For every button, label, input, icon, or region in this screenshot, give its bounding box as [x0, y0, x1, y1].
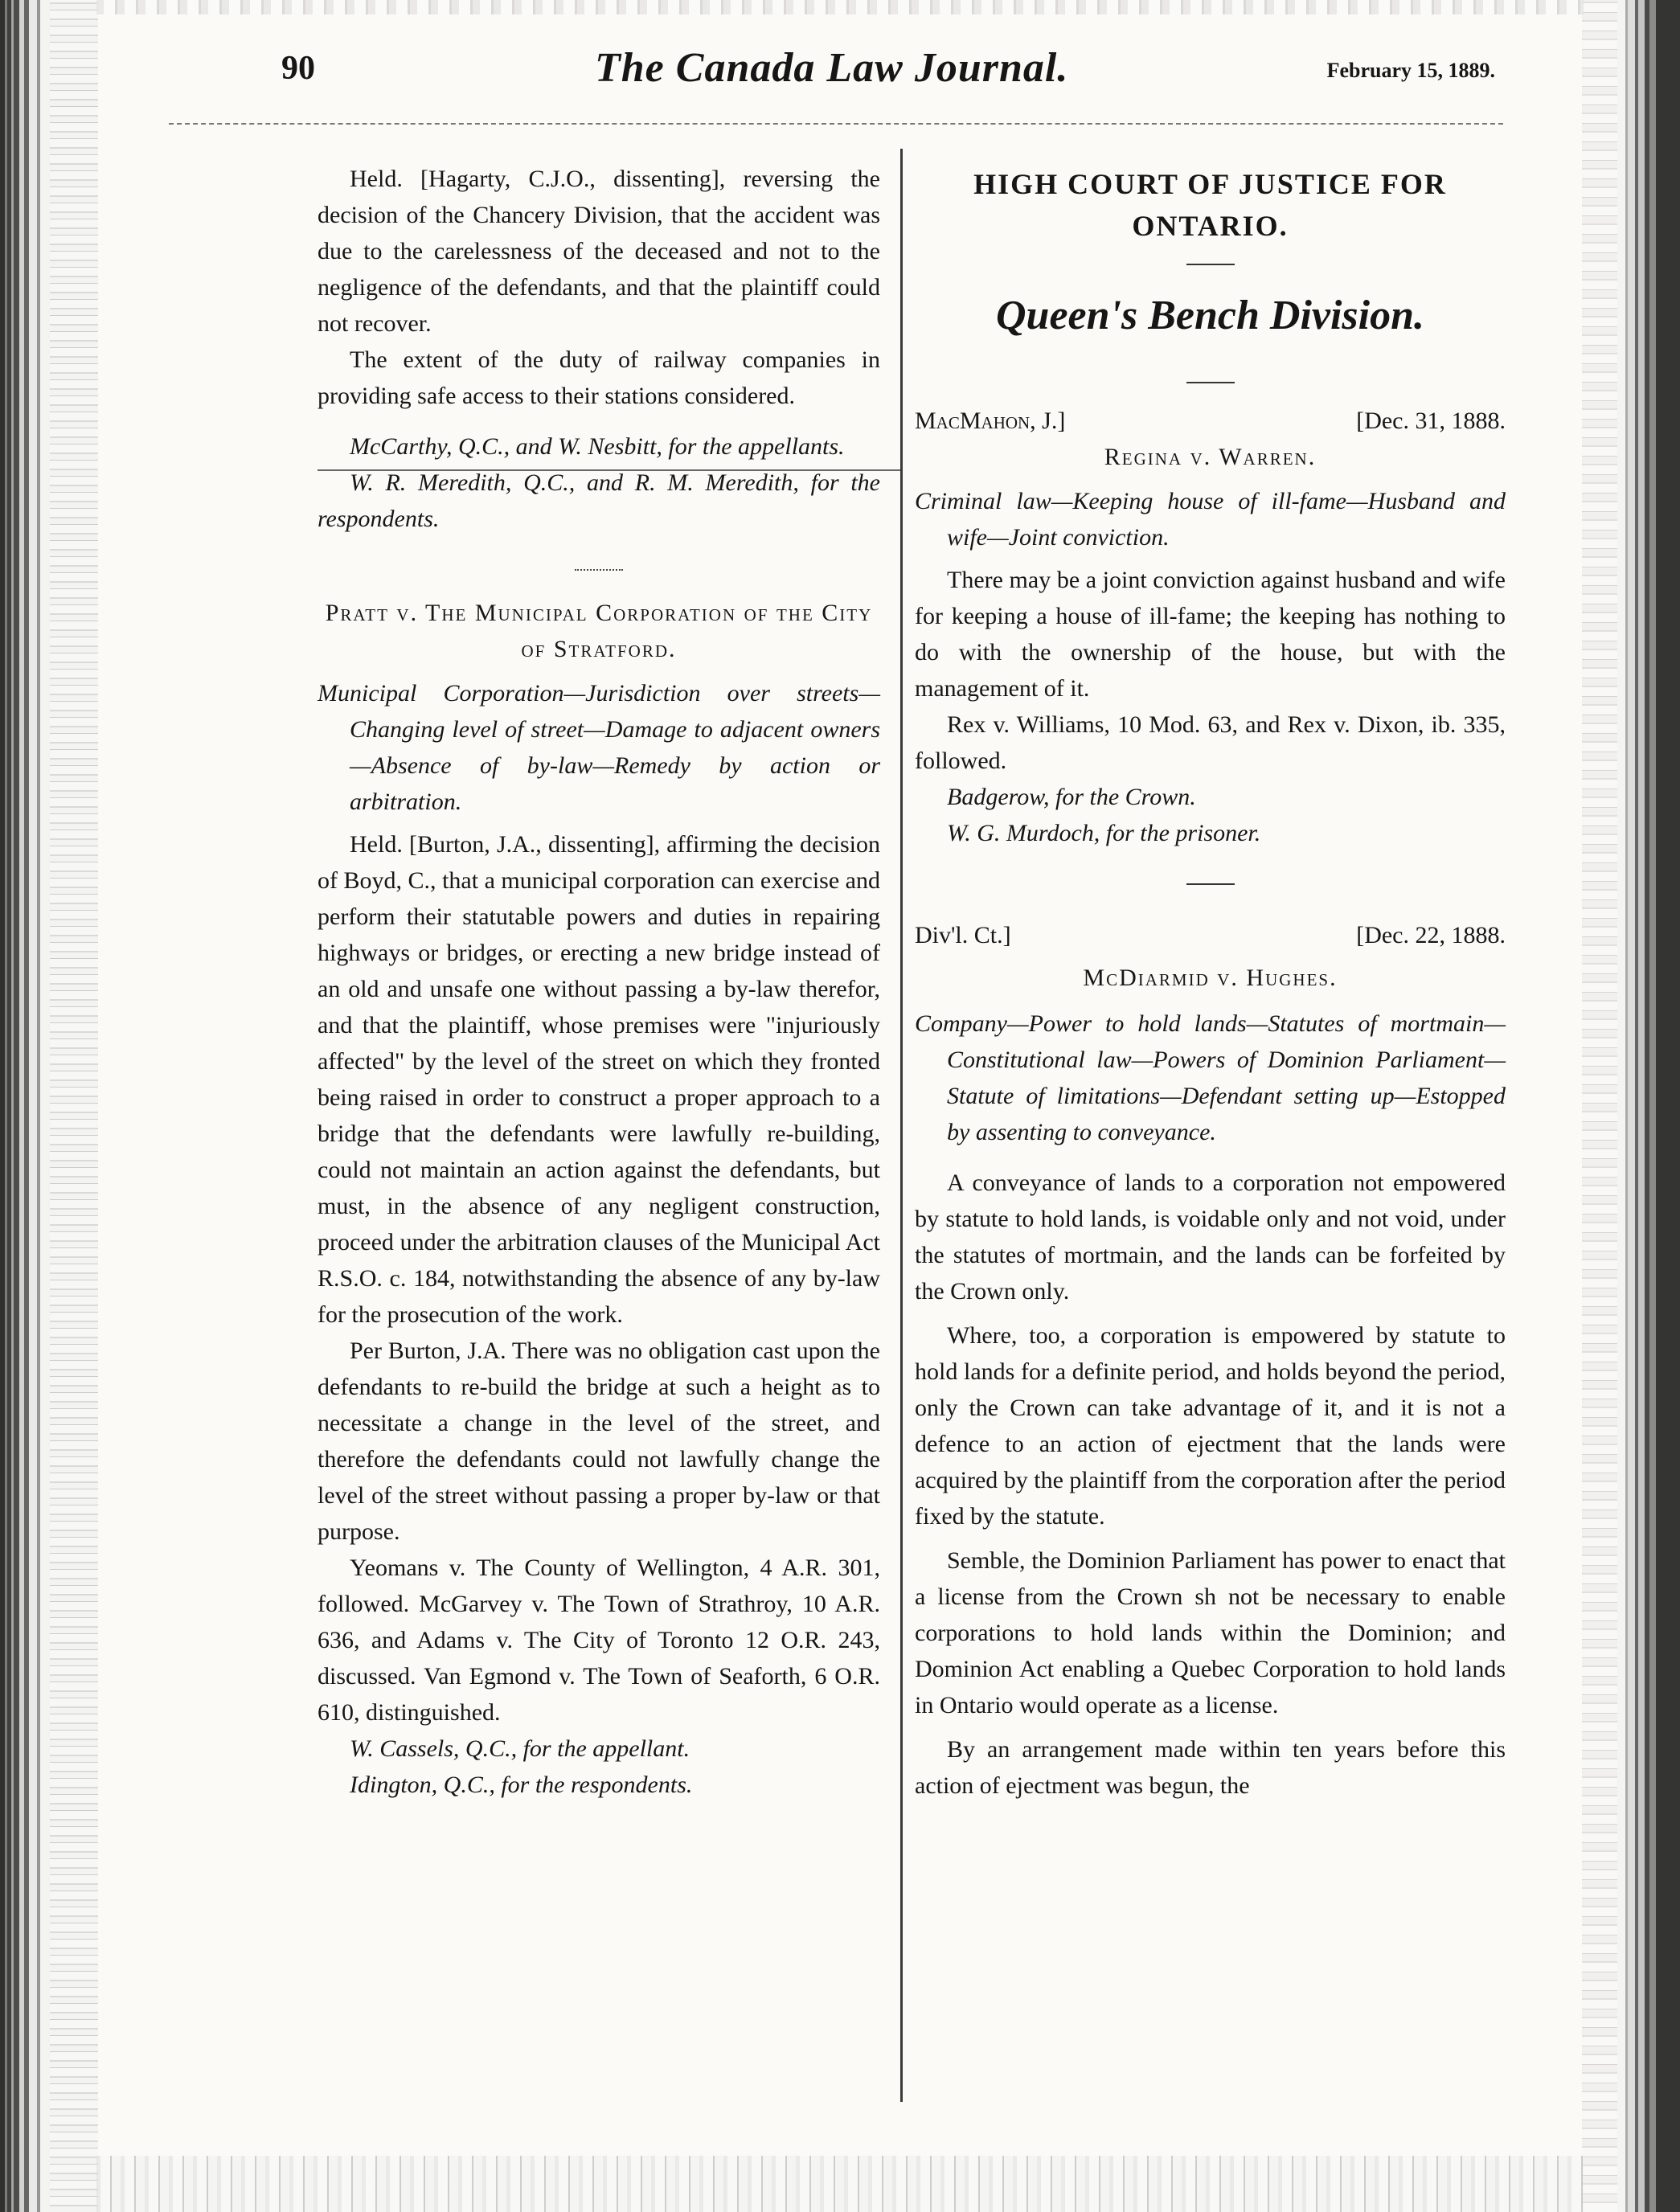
scan-bottom-edge	[96, 2156, 1584, 2212]
case-line-mcdiarmid	[915, 917, 1506, 953]
mcdiarmid-paragraph-4: By an arrangement made within ten years before this action of ejectment was begun, the	[915, 1736, 1506, 1799]
case-title-mcdiarmid: McDiarmid v. Hughes.	[1083, 965, 1338, 991]
per-burton-paragraph: Per Burton, J.A. There was no obligation cast upon the defendants to re-build the bridge at such a height as to necessitate a change in the level of the street, and therefore the defendants could not lawfully change the level of the street without passing a proper by-law or that purpose.	[318, 1337, 880, 1545]
scan-right-margin	[1582, 0, 1617, 2212]
scan-right-edge	[1617, 0, 1680, 2212]
judge-name: MacMahon, J.]	[915, 408, 1066, 434]
counsel-crown: Badgerow, for the Crown.	[947, 784, 1196, 810]
case-title-pratt: Pratt v. The Municipal Corporation of the City of Stratford.	[325, 600, 873, 662]
catchwords-pratt: Municipal Corporation—Jurisdiction over streets—Changing level of street—Damage to adjacent owners—Absence of by-law—Remedy by action or arbitration.	[318, 680, 880, 815]
counsel-respondents: W. R. Meredith, Q.C., and R. M. Meredith, for the respondents.	[318, 469, 880, 532]
left-column	[318, 161, 880, 1803]
held-paragraph-1: Held. [Hagarty, C.J.O., dissenting], reversing the decision of the Chancery Division, that the accident was due to the carelessness of the deceased and not to the negligence of the defendants, and that the plaintiff could not recover.	[318, 166, 880, 337]
case-title-warren: Regina v. Warren.	[1104, 444, 1317, 470]
header-rule	[169, 123, 1503, 125]
scan-top-edge	[96, 0, 1584, 14]
extent-paragraph: The extent of the duty of railway companies in providing safe access to their stations considered.	[318, 346, 880, 409]
counsel-appellant: W. Cassels, Q.C., for the appellant.	[350, 1735, 690, 1762]
court-name: Div'l. Ct.]	[915, 922, 1011, 948]
court-heading-line2: ONTARIO.	[1132, 210, 1289, 242]
page-header	[281, 44, 1495, 100]
page-number: 90	[281, 50, 315, 87]
journal-title: The Canada Law Journal.	[595, 45, 1069, 91]
court-heading-line1: HIGH COURT OF JUSTICE FOR	[973, 168, 1447, 200]
scan-left-edge	[0, 0, 50, 2212]
decision-date-warren: [Dec. 31, 1888.	[1356, 408, 1506, 434]
catchwords-warren: Criminal law—Keeping house of ill-fame—Husband and wife—Joint conviction.	[915, 488, 1506, 551]
issue-date: February 15, 1889.	[1326, 59, 1495, 82]
case-separator-2	[1186, 883, 1235, 885]
catchwords-mcdiarmid: Company—Power to hold lands—Statutes of mortmain—Constitutional law—Powers of Dominion Parliament—Statute of limitations—Defendant setting up—Estopped by assenting to conveyance.	[915, 1010, 1506, 1145]
decision-date-mcdiarmid: [Dec. 22, 1888.	[1356, 922, 1506, 948]
counsel-prisoner: W. G. Murdoch, for the prisoner.	[947, 820, 1261, 846]
mcdiarmid-paragraph-1: A conveyance of lands to a corporation not empowered by statute to hold lands, is voidable only and not void, under the statutes of mortmain, and the lands can be forfeited by the Crown only.	[915, 1169, 1506, 1305]
heading-rule	[1186, 264, 1235, 265]
division-rule	[1186, 382, 1235, 383]
mcdiarmid-paragraph-3: Semble, the Dominion Parliament has power to enact that a license from the Crown sh not be necessary to enable corporations to hold lands within the Dominion; and Dominion Act enabling a Quebec Corporation to hold lands in Ontario would operate as a license.	[915, 1547, 1506, 1718]
held-paragraph-2: Held. [Burton, J.A., dissenting], affirming the decision of Boyd, C., that a municipal corporation can exercise and perform their statutable powers and duties in repairing highways or bridges, or erecting a new bridge instead of an old and unsafe one without passing a by-law therefor, and that the plaintiff, whose premises were "injuriously affected" by the level of the street on which they fronted being raised in order to construct a proper approach to a bridge that the defendants were lawfully re-building, could not maintain an action against the defendants, but must, in the absence of any negligent construction, proceed under the arbitration clauses of the Municipal Act R.S.O. c. 184, notwithstanding the absence of any by-law for the prosecution of the work.	[318, 831, 880, 1328]
counsel-respondents-2: Idington, Q.C., for the respondents.	[350, 1772, 693, 1798]
counsel-appellants: McCarthy, Q.C., and W. Nesbitt, for the appellants.	[350, 433, 845, 460]
cases-cited: Yeomans v. The County of Wellington, 4 A.R. 301, followed. McGarvey v. The Town of Strathroy, 10 A.R. 636, and Adams v. The City of Toronto 12 O.R. 243, discussed. Van Egmond v. The Town of Seaforth, 6 O.R. 610, distinguished.	[318, 1555, 880, 1726]
division-title: Queen's Bench Division.	[995, 293, 1425, 338]
case-line-warren	[915, 403, 1506, 439]
scan-left-margin	[50, 0, 98, 2212]
warren-body: There may be a joint conviction against husband and wife for keeping a house of ill-fame; the keeping has nothing to do with the ownership of the house, but with the management of it.	[915, 567, 1506, 702]
mcdiarmid-paragraph-2: Where, too, a corporation is empowered by statute to hold lands for a definite period, and holds beyond the period, only the Crown can take advantage of it, and it is not a defence to an action of ejectment that the lands were acquired by the plaintiff from the corporation after the period fixed by the statute.	[915, 1322, 1506, 1530]
right-column	[915, 161, 1506, 1804]
column-rule	[900, 149, 903, 2102]
case-separator	[575, 569, 623, 571]
warren-cases: Rex v. Williams, 10 Mod. 63, and Rex v. Dixon, ib. 335, followed.	[915, 711, 1506, 774]
